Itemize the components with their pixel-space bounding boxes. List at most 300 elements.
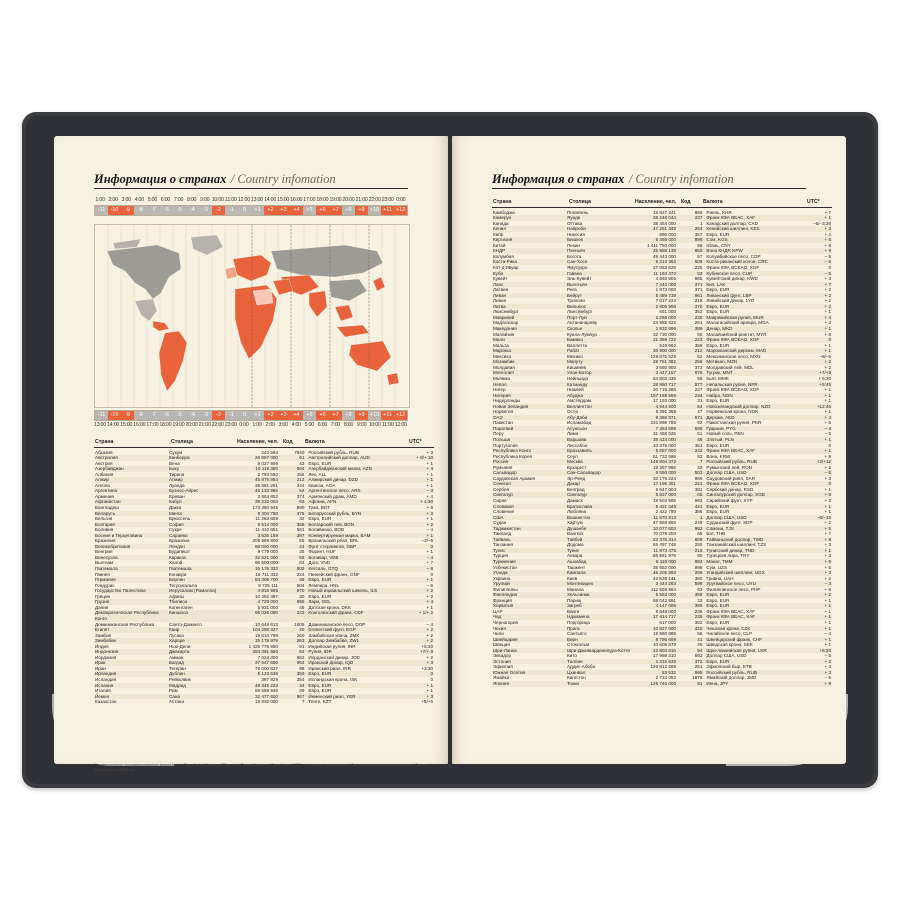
- cell-utc: + 9: [824, 248, 832, 254]
- timezone-offset-cell: +8: [342, 206, 355, 215]
- cell-code: 52: [697, 353, 703, 359]
- cell-currency: Непальская рупия, NPR: [706, 381, 758, 387]
- cell-capital: Тегеран: [168, 665, 186, 671]
- cell-code: 970: [296, 588, 305, 594]
- cell-capital: Сеул: [566, 453, 578, 459]
- cell-population: 48 345 223: [255, 682, 278, 688]
- timezone-offset-cell: -5: [173, 411, 186, 420]
- cell-population: 5 421 349: [655, 503, 676, 509]
- cell-utc: – 3: [426, 488, 434, 494]
- cell-capital: Нейпьидо: [566, 375, 589, 381]
- cell-utc: + 1: [426, 604, 434, 610]
- cell-population: 11 410 651: [255, 527, 278, 533]
- cell-code: 212: [694, 348, 703, 354]
- timezone-offset-cell: +5: [303, 411, 316, 420]
- cell-utc: + 5: [824, 559, 832, 564]
- cell-code: 261: [694, 320, 703, 326]
- cell-population: 65 497 748: [653, 542, 676, 548]
- cell-currency: Российский рубль, RUB: [706, 459, 757, 465]
- cell-capital: Конакри: [168, 571, 187, 577]
- cell-country: Украина: [493, 575, 511, 581]
- cell-utc: + 6: [426, 505, 434, 511]
- cell-country: Монголия: [493, 370, 514, 376]
- cell-capital: Сукре: [168, 527, 182, 533]
- cell-population: 5 648 000: [655, 608, 676, 614]
- cell-country: Ямайка: [493, 675, 510, 681]
- cell-currency: Малагасийский ариари, MGA: [706, 320, 769, 326]
- cell-utc: 0: [430, 571, 434, 577]
- cell-capital: Сингапур: [566, 492, 587, 498]
- cell-currency: Евро, EUR: [706, 658, 730, 664]
- cell-code: 254: [694, 226, 703, 232]
- cell-utc: – 6: [824, 470, 832, 476]
- cell-country: Нигер: [493, 387, 506, 393]
- cell-code: 260: [296, 632, 305, 638]
- cell-currency: Датская крона, DKK: [308, 604, 351, 610]
- cell-currency: Афгани, AFN: [308, 499, 337, 505]
- cell-code: 41: [697, 636, 703, 642]
- cell-code: 258: [694, 359, 703, 365]
- cell-population: 5 391 369: [655, 409, 676, 415]
- cell-utc: + 2: [426, 627, 434, 633]
- timezone-offset-cell: -3: [199, 206, 212, 215]
- cell-code: 503: [694, 470, 703, 476]
- timezone-hour-label: 3:00: [120, 196, 133, 205]
- cell-utc: + 1: [824, 486, 832, 492]
- cell-capital: Каракас: [168, 554, 187, 560]
- cell-utc: + 6: [824, 237, 832, 243]
- cell-code: 354: [296, 676, 305, 682]
- cell-population: 32 175 224: [653, 475, 676, 481]
- cell-code: 90: [697, 553, 703, 559]
- cell-utc: + 3: [824, 276, 832, 282]
- cell-population: 10 077 603: [653, 525, 676, 531]
- cell-country: Лаос: [493, 281, 504, 287]
- cell-utc: + 1: [824, 608, 832, 614]
- cell-capital: Прага: [566, 625, 580, 631]
- cell-currency: Гуарани, PYG: [706, 425, 736, 431]
- cell-currency: Египетский фунт, EGP: [308, 627, 356, 633]
- cell-capital: Белград: [566, 486, 585, 492]
- cell-capital: Бишкек: [566, 237, 583, 243]
- cell-capital: Тайбэй: [566, 536, 583, 542]
- cell-population: 9 779 000: [257, 549, 278, 555]
- cell-currency: Евро, EUR: [308, 460, 332, 466]
- cell-capital: Кингстон: [566, 675, 586, 681]
- cell-utc: + 3: [426, 660, 434, 666]
- cell-code: 372: [694, 658, 703, 664]
- cell-currency: Швейцарский франк, CHF: [706, 636, 763, 642]
- cell-currency: Евро, EUR: [706, 509, 730, 515]
- cell-country: Киргизия: [493, 237, 513, 243]
- cell-capital: Шри-Джаяварденепура-Котте: [566, 647, 630, 653]
- timezone-offset-cell: -6: [160, 206, 173, 215]
- cell-code: 224: [296, 571, 305, 577]
- cell-utc: + 7: [426, 560, 434, 566]
- cell-utc: – 5: [824, 653, 832, 659]
- cell-population: 2 864 852: [257, 493, 278, 499]
- cell-population: 32 621 000: [255, 554, 278, 560]
- cell-code: 358: [694, 592, 703, 598]
- cell-utc: – 4: [824, 425, 832, 431]
- cell-code: 977: [694, 381, 703, 387]
- notebook-cover: [22, 112, 878, 788]
- cell-utc: + 1: [426, 482, 434, 488]
- cell-code: 420: [694, 625, 703, 631]
- cell-capital: Абу-Даби: [566, 414, 588, 420]
- cell-code: 1876: [692, 675, 703, 681]
- cell-code: 855: [694, 209, 703, 215]
- cell-country: Канада: [493, 220, 509, 226]
- cell-currency: Лемпира, HNL: [308, 582, 340, 588]
- cell-capital: Скопье: [566, 326, 583, 332]
- cell-code: 227: [694, 387, 703, 393]
- cell-utc: + 1/+ 2: [418, 610, 434, 616]
- cell-code: 32: [299, 516, 305, 522]
- cell-population: 84 306 700: [255, 577, 278, 583]
- cell-code: 357: [694, 231, 703, 237]
- timezone-hour-label: 15:00: [120, 422, 133, 428]
- cell-country: Япония: [493, 681, 509, 687]
- cell-country: Мозамбик: [493, 359, 515, 365]
- cell-capital: Лиссабон: [566, 442, 588, 448]
- cell-code: 60: [697, 331, 703, 337]
- cell-capital: Загреб: [566, 603, 582, 609]
- cell-country: Чили: [493, 631, 504, 637]
- cell-code: 256: [694, 570, 703, 576]
- cell-utc: + 5: [824, 420, 832, 426]
- cell-currency: Кубинское песо, CUP: [706, 270, 753, 276]
- cell-population: 11 193 470: [653, 270, 676, 276]
- cell-currency: Евро, EUR: [706, 442, 730, 448]
- cell-capital: Бамако: [566, 337, 583, 343]
- cell-population: 5 213 362: [655, 259, 676, 265]
- cell-capital: Тунис: [566, 547, 580, 553]
- cell-population: 3 447 157: [655, 370, 676, 376]
- timezone-hour-label: 2:00: [107, 196, 120, 205]
- cell-capital: Сан-Хосе: [566, 259, 588, 265]
- cell-code: 502: [296, 566, 305, 572]
- timezone-hour-label: 18:00: [316, 197, 329, 203]
- cell-population: 17 988 310: [653, 653, 676, 659]
- timezone-hour-label: 6:00: [316, 421, 329, 430]
- cell-population: 45 133 966: [255, 488, 278, 494]
- timezone-hour-label: 21:00: [198, 422, 211, 428]
- cell-capital: Найроби: [566, 226, 586, 232]
- cell-code: 591: [296, 527, 305, 533]
- cell-population: 17 193 000: [653, 398, 676, 404]
- cell-currency: Евро, EUR: [308, 688, 332, 694]
- cell-utc: + 5: [824, 525, 832, 531]
- cell-population: 617 000: [659, 620, 676, 626]
- cell-code: 504: [296, 582, 305, 588]
- cell-code: 93: [299, 499, 305, 505]
- cell-code: 971: [694, 414, 703, 420]
- cell-country: Китай: [493, 242, 506, 248]
- cell-code: 385: [694, 603, 703, 609]
- cell-currency: Мексиканское песо, MXN: [706, 353, 761, 359]
- cell-population: 26 867 000: [255, 455, 278, 461]
- timezone-hour-label: 14:00: [107, 422, 120, 428]
- cell-country: Латвия: [493, 287, 509, 293]
- cell-country: Марокко: [493, 348, 512, 354]
- cell-code: 236: [694, 608, 703, 614]
- cell-utc: + 3: [426, 510, 434, 516]
- timezone-scale-bottom: [94, 410, 408, 430]
- cell-code: 243: [296, 610, 305, 616]
- table-row: [492, 681, 832, 687]
- cell-population: 16 711 332: [255, 571, 278, 577]
- cell-country: Нигерия: [493, 392, 511, 398]
- cell-country: Республика Конго: [493, 448, 532, 454]
- timezone-hour-label: 20:00: [185, 422, 198, 428]
- cell-code: 95: [697, 375, 703, 381]
- cell-capital: Луанда: [168, 482, 185, 488]
- cell-utc: + 8: [824, 586, 832, 592]
- cell-utc: + 1: [824, 509, 832, 515]
- cell-capital: Амман: [168, 654, 184, 660]
- cell-utc: + 3: [824, 669, 832, 675]
- cell-capital: Люксембург: [566, 309, 593, 315]
- cell-population: 4 944 500: [655, 403, 676, 409]
- cell-currency: Боливиано, BOB: [308, 527, 345, 533]
- cell-utc: + 2: [824, 520, 832, 526]
- cell-currency: Тугрик, MNT: [706, 370, 733, 376]
- cell-population: 896 000: [659, 231, 676, 237]
- cell-capital: Токио: [566, 681, 580, 687]
- cell-capital: Амстердам: [566, 398, 591, 404]
- cell-country: Южная Осетия: [493, 669, 525, 675]
- cell-country: Венгрия: [95, 549, 113, 555]
- cell-code: 994: [296, 466, 305, 472]
- timezone-offset-cell: +4: [290, 411, 303, 420]
- cell-country: Ливан: [493, 292, 507, 298]
- cell-code: 91: [299, 643, 305, 649]
- timezone-hour-label: 0:00: [395, 196, 408, 205]
- cell-utc: + 1: [426, 477, 434, 483]
- country-table-right: [492, 200, 832, 687]
- cell-utc: + 1: [426, 688, 434, 694]
- cell-utc: + 7: [824, 209, 832, 215]
- cell-currency: Танзанийский шиллинг, TZS: [706, 542, 767, 548]
- cell-code: 34: [299, 682, 305, 688]
- cell-country: Коста-Рика: [493, 259, 517, 265]
- cell-population: 4 729 000: [257, 599, 278, 605]
- cell-currency: Евро, EUR: [706, 303, 730, 309]
- timezone-offset-cell: -7: [147, 411, 160, 420]
- cell-currency: Боливар, VEB: [308, 554, 339, 560]
- cell-capital: Душанбе: [566, 525, 587, 531]
- timezone-hour-label: 5:00: [146, 196, 159, 205]
- cell-code: 374: [296, 493, 305, 499]
- cell-capital: Вьентьян: [566, 281, 588, 287]
- timezone-offset-cell: +6: [316, 206, 329, 215]
- cell-capital: Каир: [168, 627, 180, 633]
- cell-population: 6 118 000: [655, 559, 676, 564]
- cell-country: Уругвай: [493, 581, 510, 587]
- cell-currency: Кенийский шиллинг, KES: [706, 226, 760, 232]
- cell-population: 3 550 900: [655, 364, 676, 370]
- cell-code: 251: [694, 664, 703, 670]
- cell-country: Румыния: [493, 464, 513, 470]
- timezone-hours-top: [94, 196, 408, 205]
- timezone-offset-cell: -1: [225, 206, 238, 215]
- cell-capital: Кито: [566, 653, 577, 659]
- cell-currency: Индийская рупия, INR: [308, 643, 356, 649]
- cell-utc: + 3: [824, 664, 832, 670]
- timezone-offset-cell: +6: [316, 411, 329, 420]
- cell-country: Россия: [493, 459, 509, 465]
- cell-code: 237: [694, 215, 703, 221]
- header-capital: Столица: [171, 439, 193, 445]
- cell-capital: Варшава: [566, 436, 587, 442]
- timezone-offset-cell: -6: [160, 411, 173, 420]
- cell-currency: Риель, KHR: [706, 209, 732, 215]
- cell-country: Гватемала: [95, 566, 118, 572]
- cell-country: Мексика: [493, 353, 512, 359]
- cell-population: 36 900 000: [653, 348, 676, 354]
- cell-country: Кипр: [493, 231, 504, 237]
- cell-utc: – 4: [426, 527, 434, 533]
- cell-currency: Филиппинское песо, PHP: [706, 586, 761, 592]
- cell-population: 104 258 327: [252, 627, 278, 633]
- cell-currency: Франк КФА BEAC, XAF: [706, 215, 756, 221]
- cell-capital: Кампала: [566, 570, 586, 576]
- cell-country: Ливия: [493, 298, 507, 304]
- cell-code: 44: [299, 543, 305, 549]
- cell-currency: Кетсаль, GTQ: [308, 566, 338, 572]
- cell-code: 213: [296, 477, 305, 483]
- cell-utc: – 5: [824, 431, 832, 437]
- cell-code: 82: [697, 453, 703, 459]
- cell-country: Словакия: [493, 503, 514, 509]
- timezone-offset-cell: +2: [264, 411, 277, 420]
- cell-population: 17 414 717: [653, 614, 676, 620]
- cell-utc: + 3: [824, 226, 832, 232]
- cell-currency: Замбийская квача, ZMK: [308, 632, 360, 638]
- timezone-offset-cell: 0: [238, 411, 251, 420]
- cell-currency: Найра, NGN: [706, 392, 733, 398]
- cell-population: 173 360 945: [252, 505, 278, 511]
- cell-capital: Берн: [566, 636, 578, 642]
- cell-population: 17 196 301: [653, 481, 676, 487]
- cell-country: Португалия: [493, 442, 518, 448]
- cell-currency: Доллар США, USD: [706, 653, 747, 659]
- cell-capital: Нью-Дели: [168, 643, 191, 649]
- cell-population: 9 725 111: [258, 582, 278, 588]
- cell-country: Парагвай: [493, 425, 514, 431]
- timezone-offset-cell: -10: [108, 206, 121, 215]
- cell-code: 47: [697, 409, 703, 415]
- cell-population: 95 026 080: [255, 610, 278, 616]
- cell-code: 54: [299, 488, 305, 494]
- table-body-left: [94, 450, 434, 705]
- cell-country: Абхазия: [95, 449, 113, 455]
- cell-currency: Евро, EUR: [308, 682, 332, 688]
- cell-capital: Гавана: [566, 270, 582, 276]
- cell-code: 375: [296, 510, 305, 516]
- cell-utc: + 1: [426, 471, 434, 477]
- cell-capital: Пномпень: [566, 209, 589, 215]
- cell-country: Дания: [95, 604, 109, 610]
- timezone-offset-cell: -2: [212, 206, 225, 215]
- cell-country: Кот-д’Ивуар: [493, 265, 519, 271]
- timezone-offset-cell: +12: [395, 207, 406, 213]
- cell-country: Государство Палестина: [95, 588, 146, 594]
- cell-currency: Евро, EUR: [706, 603, 730, 609]
- timezone-hour-label: 16:00: [290, 197, 303, 203]
- cell-currency: Евро, EUR: [706, 620, 730, 626]
- cell-country: Мьянма: [493, 375, 510, 381]
- cell-population: 10 375 000: [653, 442, 676, 448]
- cell-country: Колумбия: [493, 253, 514, 259]
- cell-code: 225: [694, 265, 703, 271]
- timezone-hour-label: 9:00: [199, 196, 212, 205]
- cell-capital: Астана: [168, 699, 185, 705]
- cell-code: 218: [694, 298, 703, 304]
- cell-population: 79 000 827: [255, 665, 278, 671]
- cell-utc: + 3: [426, 693, 434, 699]
- cell-country: Германия: [95, 577, 116, 583]
- cell-utc: + 1: [824, 436, 832, 442]
- cell-code: 381: [694, 486, 703, 492]
- cell-currency: Евро, EUR: [706, 287, 730, 293]
- cell-code: 370: [694, 303, 703, 309]
- cell-country: Афганистан: [95, 499, 121, 505]
- cell-code: 84: [299, 560, 305, 566]
- cell-country: Республика Корея: [493, 453, 532, 459]
- cell-population: 51 732 586: [653, 453, 676, 459]
- timezone-hour-label: 16:00: [133, 422, 146, 428]
- cell-utc: –5/–10: [816, 514, 832, 520]
- header-utc-right: UTC*: [807, 199, 820, 205]
- cell-country: Люксембург: [493, 309, 519, 315]
- timezone-offset-cell: -3: [199, 411, 212, 420]
- cell-population: 49 443 000: [653, 253, 676, 259]
- cell-population: 19 257 966: [653, 464, 676, 470]
- cell-utc: + 4:30: [420, 499, 434, 505]
- cell-utc: + 1: [824, 603, 832, 609]
- cell-capital: Тегусигальпа: [168, 582, 198, 588]
- cell-population: 231 898 785: [650, 420, 676, 426]
- cell-currency: Доллар Зимбабве, ZWL: [308, 638, 360, 644]
- cell-utc: + 3: [824, 553, 832, 559]
- timezone-hour-label: 23:00: [224, 422, 237, 428]
- cell-currency: Лек, ALL: [308, 471, 327, 477]
- cell-code: 234: [694, 392, 703, 398]
- cell-currency: Гривна, UAH: [706, 575, 734, 581]
- cell-currency: Колумбийское песо, COP: [706, 253, 761, 259]
- cell-currency: Форинт, HUF: [308, 549, 336, 555]
- cell-utc: + 4: [426, 599, 434, 605]
- cell-country: Бразилия: [95, 538, 116, 544]
- cell-country: Саудовская Аравия: [493, 475, 536, 481]
- cell-population: 3 444 263: [655, 581, 676, 587]
- cell-population: 7 453 695: [655, 425, 676, 431]
- cell-population: 1 266 000: [655, 314, 676, 320]
- cell-capital: Сараево: [168, 532, 188, 538]
- cell-utc: + 2: [824, 231, 832, 237]
- cell-capital: Порт-Луи: [566, 314, 587, 320]
- cell-currency: Румынский лей, RON: [706, 464, 753, 470]
- cell-code: 886: [694, 536, 703, 542]
- cell-population: 47 251 449: [653, 226, 676, 232]
- cell-currency: Евро, EUR: [706, 309, 730, 315]
- cell-code: 63: [697, 586, 703, 592]
- cell-country: Индия: [95, 643, 109, 649]
- cell-code: 389: [694, 326, 703, 332]
- cell-country: ОАЭ: [493, 414, 503, 420]
